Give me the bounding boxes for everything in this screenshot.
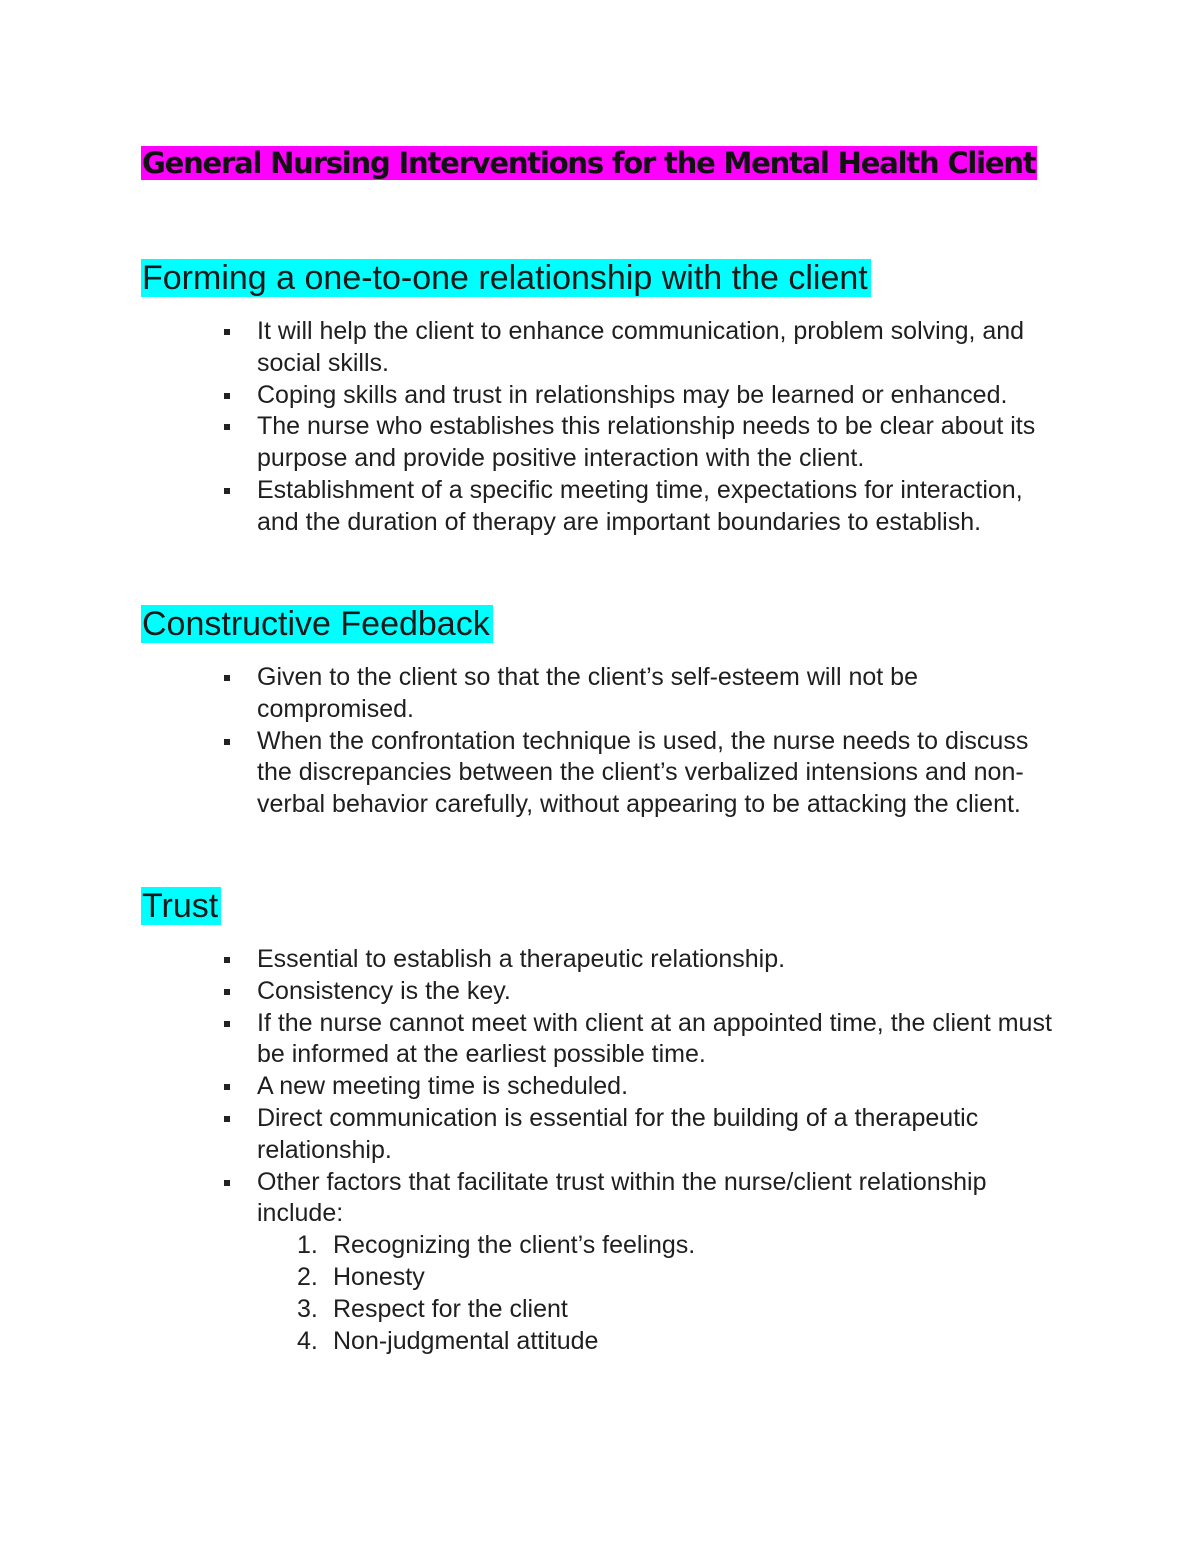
list-item xyxy=(218,976,1068,1008)
section-heading-text: Constructive Feedback xyxy=(141,605,493,643)
list-item-text: If the nurse cannot meet with client at an appointed time, the client must be informed at the earliest possible time. xyxy=(257,1008,1052,1069)
list-item xyxy=(218,662,1068,726)
numbered-list-item xyxy=(257,1294,1068,1326)
section-heading-text: Forming a one-to-one relationship with the client xyxy=(141,259,871,297)
square-bullet-icon xyxy=(224,1116,230,1122)
square-bullet-icon xyxy=(224,675,230,681)
numbered-list-item-text: Non-judgmental attitude xyxy=(333,1326,599,1355)
list-item-text: The nurse who establishes this relationship needs to be clear about its purpose and provide positive interaction with the client. xyxy=(257,412,1036,473)
square-bullet-icon xyxy=(224,424,230,430)
numbered-list-trust-factors xyxy=(257,1230,1068,1357)
list-item-text: Other factors that facilitate trust within the nurse/client relationship include: xyxy=(257,1167,987,1228)
square-bullet-icon xyxy=(224,739,230,745)
list-item-text: Essential to establish a therapeutic relationship. xyxy=(257,945,786,973)
list-item xyxy=(218,1008,1068,1072)
list-item-text: It will help the client to enhance communication, problem solving, and social skills. xyxy=(257,317,1025,377)
list-item xyxy=(218,1167,1068,1358)
square-bullet-icon xyxy=(224,989,230,995)
list-item-text: Coping skills and trust in relationships may be learned or enhanced. xyxy=(257,380,1008,409)
square-bullet-icon xyxy=(224,1021,230,1027)
square-bullet-icon xyxy=(224,393,230,399)
square-bullet-icon xyxy=(224,1084,230,1090)
section-heading-forming-relationship xyxy=(141,255,871,301)
section-heading-trust xyxy=(141,883,221,929)
list-number: 2. xyxy=(297,1262,318,1291)
list-item-text: Given to the client so that the client’s self-esteem will not be compromised. xyxy=(257,663,918,723)
list-item-text: When the confrontation technique is used, the nurse needs to discuss the discrepancies between the client’s verbalized intensions and non-verbal behavior carefully, without appearing to be attacking the client. xyxy=(257,726,1029,819)
list-item xyxy=(218,316,1068,380)
numbered-list-item-text: Recognizing the client’s feelings. xyxy=(333,1231,696,1260)
section-heading-text: Trust xyxy=(141,887,221,925)
bullet-list-constructive-feedback xyxy=(218,662,1068,821)
numbered-list-item-text: Respect for the client xyxy=(333,1294,568,1323)
document-title xyxy=(141,141,1037,186)
list-item-text: Direct communication is essential for the building of a therapeutic relationship. xyxy=(257,1103,979,1164)
numbered-list-item xyxy=(257,1326,1068,1358)
square-bullet-icon xyxy=(224,1180,230,1186)
section-heading-constructive-feedback xyxy=(141,601,493,647)
numbered-list-item-text: Honesty xyxy=(333,1262,425,1291)
list-number: 1. xyxy=(297,1231,318,1260)
list-item xyxy=(218,380,1068,412)
bullet-list-forming-relationship xyxy=(218,316,1068,539)
square-bullet-icon xyxy=(224,329,230,335)
document-title-text: General Nursing Interventions for the Mental Health Client xyxy=(142,146,1036,180)
list-item xyxy=(218,726,1068,821)
bullet-list-trust xyxy=(218,944,1068,1357)
list-number: 3. xyxy=(297,1294,318,1323)
square-bullet-icon xyxy=(224,957,230,963)
list-item xyxy=(218,1103,1068,1167)
list-item xyxy=(218,475,1068,539)
list-item xyxy=(218,944,1068,976)
numbered-list-item xyxy=(257,1230,1068,1262)
list-item-text: A new meeting time is scheduled. xyxy=(257,1072,629,1101)
list-number: 4. xyxy=(297,1326,318,1355)
list-item xyxy=(218,1071,1068,1103)
list-item xyxy=(218,411,1068,475)
list-item-text: Consistency is the key. xyxy=(257,976,511,1005)
square-bullet-icon xyxy=(224,488,230,494)
list-item-text: Establishment of a specific meeting time, expectations for interaction, and the duration of therapy are important boundaries to establish. xyxy=(257,475,1023,536)
numbered-list-item xyxy=(257,1262,1068,1294)
